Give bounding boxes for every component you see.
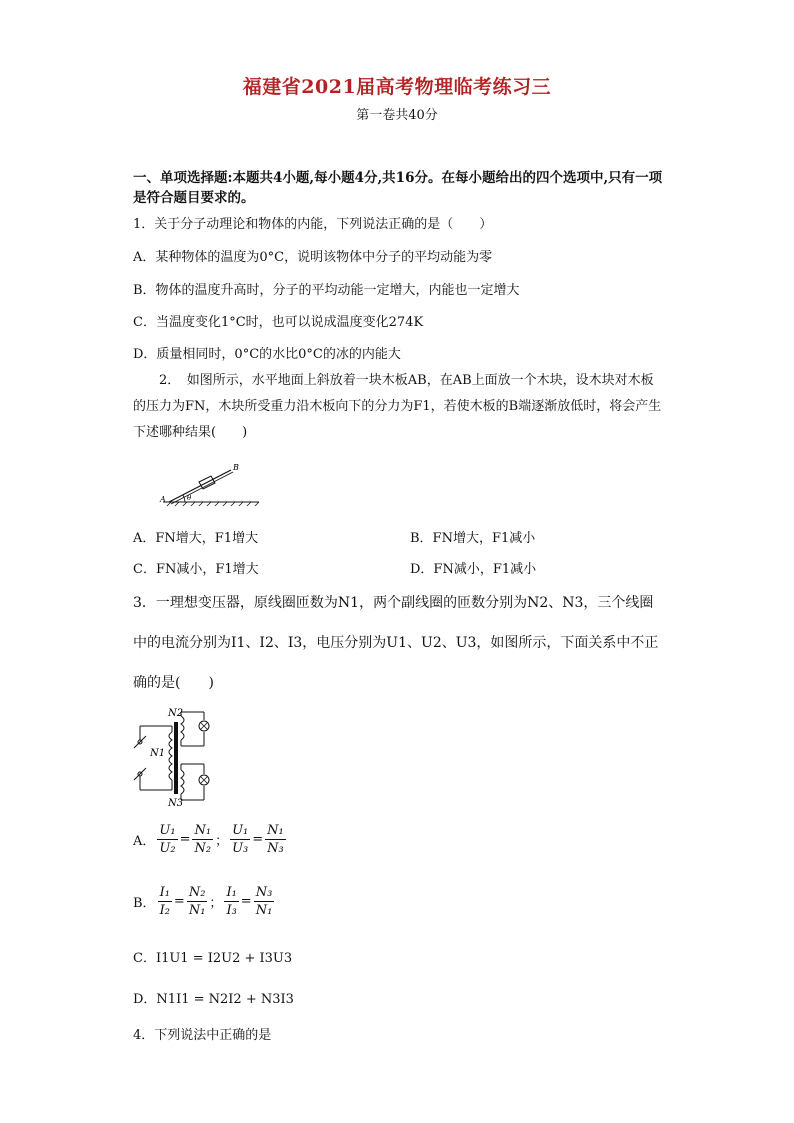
fraction-i1-i3: $\frac{\text{I₁}}{\text{I₃}}$ bbox=[226, 885, 237, 918]
fraction-u1-u2: $\frac{\text{U₁}}{\text{U₂}}$ bbox=[159, 823, 176, 856]
fraction-n1-n2: $\frac{\text{N₁}}{\text{N₂}}$ bbox=[194, 823, 212, 856]
q1-option-b: B．物体的温度升高时，分子的平均动能一定增大，内能也一定增大 bbox=[133, 283, 520, 298]
fraction-n2-n1: $\frac{\text{N₂}}{\text{N₁}}$ bbox=[188, 885, 206, 918]
q3-option-b: B． $\frac{\text{I₁}}{\text{I₂}}$ = $\frac{\text{N₂}}{\text{N₁}}$ ； $\frac{\text{I₁}}{\text{I₃}}$ = $\frac{\text{N₃}}{\text{N₁}}$ bbox=[133, 885, 273, 918]
fraction-n1-n3: $\frac{\text{N₁}}{\text{N₃}}$ bbox=[267, 823, 284, 856]
q2-option-d: D．FN减小，F1减小 bbox=[410, 562, 537, 577]
q2-option-b: B．FN增大，F1减小 bbox=[410, 531, 536, 546]
q3-option-b-label: B． bbox=[133, 896, 156, 911]
q1-option-d: D．质量相同时，0°C的水比0°C的冰的内能大 bbox=[133, 347, 401, 362]
fraction-i1-i2: $\frac{\text{I₁}}{\text{I₂}}$ bbox=[159, 885, 170, 918]
section-heading: 一、单项选择题:本题共4小题,每小题4分,共16分。在每小题给出的四个选项中,只有一项是符合题目要求的。 bbox=[133, 170, 663, 206]
transformer-figure bbox=[128, 704, 218, 808]
q1-option-a: A．某种物体的温度为0°C，说明该物体中分子的平均动能为零 bbox=[133, 250, 493, 265]
fraction-n3-n1: $\frac{\text{N₃}}{\text{N₁}}$ bbox=[255, 885, 273, 918]
q2-option-c: C．FN减小，F1增大 bbox=[133, 562, 259, 577]
fraction-u1-u3: $\frac{\text{U₁}}{\text{U₃}}$ bbox=[232, 823, 249, 856]
label-n1: N1 bbox=[150, 748, 166, 759]
label-n3: N3 bbox=[168, 798, 184, 808]
q1-stem: 1．关于分子动理论和物体的内能，下列说法正确的是（ ） bbox=[133, 217, 493, 232]
q2-option-a: A．FN增大，F1增大 bbox=[133, 531, 259, 546]
q3-option-a: A． $\frac{\text{U₁}}{\text{U₂}}$ = $\frac{\text{N₁}}{\text{N₂}}$ ； $\frac{\text{U₁}}{\text{U₃}}$ = $\frac{\text{N₁}}{\text{N₃}}$ bbox=[133, 823, 284, 856]
q4-stem: 4．下列说法中正确的是 bbox=[133, 1028, 272, 1043]
q3-option-a-label: A． bbox=[133, 834, 156, 849]
label-n2: N2 bbox=[168, 708, 184, 719]
q3-option-c: C．I1U1 = I2U2 + I3U3 bbox=[133, 951, 293, 966]
page-title: 福建省2021届高考物理临考练习三 bbox=[242, 76, 552, 98]
q1-option-c: C．当温度变化1°C时，也可以说成温度变化274K bbox=[133, 315, 424, 330]
page-subtitle: 第一卷共40分 bbox=[356, 108, 438, 123]
label-b: B bbox=[233, 463, 239, 472]
label-theta: θ bbox=[187, 494, 192, 502]
inclined-board-figure bbox=[155, 462, 265, 510]
q3-stem: 3．一理想变压器，原线圈匝数为N1，两个副线圈的匝数分别为N2、N3，三个线圈中的电流分别为I1、I2、I3，电压分别为U1、U2、U3，如图所示，下面关系中不正确的是( ) bbox=[133, 595, 659, 691]
q3-option-d: D．N1I1 = N2I2 + N3I3 bbox=[133, 992, 294, 1007]
label-a: A bbox=[160, 495, 166, 504]
q2-stem: 2． 如图所示，水平地面上斜放着一块木板AB，在AB上面放一个木块，设木块对木板的压力为FN，木块所受重力沿木板向下的分力为F1，若使木板的B端逐渐放低时，将会产生下述哪种结果( ) bbox=[133, 373, 662, 440]
